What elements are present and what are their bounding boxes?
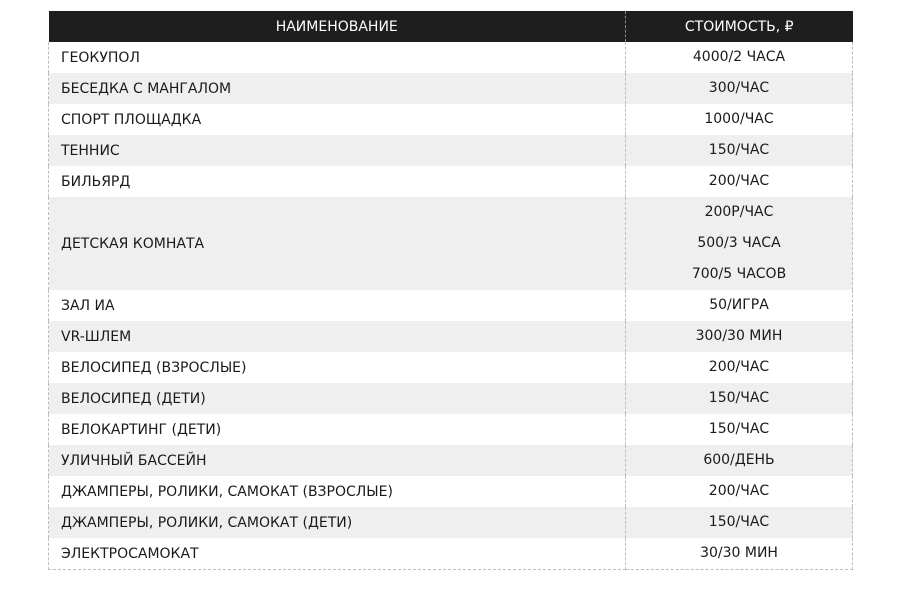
service-name: ДЖАМПЕРЫ, РОЛИКИ, САМОКАТ (ДЕТИ) [49, 507, 626, 538]
service-price [626, 321, 853, 352]
table-row [49, 321, 853, 352]
price-value: 300/30 МИН [695, 328, 783, 344]
table-row [49, 42, 853, 73]
service-price [626, 42, 853, 73]
service-price [626, 166, 853, 197]
table-row [49, 538, 853, 570]
service-price [626, 197, 853, 290]
table-row [49, 73, 853, 104]
table-row [49, 104, 853, 135]
service-name: ТЕННИС [49, 135, 626, 166]
price-value: 700/5 ЧАСОВ [691, 266, 787, 282]
table-row [49, 290, 853, 321]
table-row [49, 352, 853, 383]
service-price [626, 445, 853, 476]
service-name: СПОРТ ПЛОЩАДКА [49, 104, 626, 135]
table-header [49, 11, 853, 42]
price-value: 200Р/ЧАС [704, 204, 774, 220]
service-price [626, 383, 853, 414]
service-name: ДЕТСКАЯ КОМНАТА [49, 197, 626, 290]
service-price [626, 538, 853, 570]
header-name: НАИМЕНОВАНИЕ [49, 11, 626, 42]
table-row [49, 507, 853, 538]
service-name: ГЕОКУПОЛ [49, 42, 626, 73]
service-name: БИЛЬЯРД [49, 166, 626, 197]
service-name: ДЖАМПЕРЫ, РОЛИКИ, САМОКАТ (ВЗРОСЛЫЕ) [49, 476, 626, 507]
table-row [49, 383, 853, 414]
price-value: 30/30 МИН [700, 545, 778, 561]
service-name: БЕСЕДКА С МАНГАЛОМ [49, 73, 626, 104]
table-body [49, 42, 853, 570]
header-row [49, 11, 853, 42]
price-value: 300/ЧАС [708, 80, 770, 96]
price-value: 200/ЧАС [708, 483, 770, 499]
price-value: 50/ИГРА [709, 297, 769, 313]
service-name: ВЕЛОСИПЕД (ВЗРОСЛЫЕ) [49, 352, 626, 383]
service-price [626, 73, 853, 104]
table-row [49, 197, 853, 290]
price-table [48, 11, 853, 570]
service-price [626, 290, 853, 321]
table-row [49, 414, 853, 445]
price-value: 500/3 ЧАСА [697, 235, 781, 251]
header-price: СТОИМОСТЬ, ₽ [626, 11, 853, 42]
service-name: УЛИЧНЫЙ БАССЕЙН [49, 445, 626, 476]
service-name: ЭЛЕКТРОСАМОКАТ [49, 538, 626, 570]
table-row [49, 135, 853, 166]
service-price [626, 104, 853, 135]
table-row [49, 166, 853, 197]
price-value: 600/ДЕНЬ [703, 452, 775, 468]
table-row [49, 445, 853, 476]
price-value: 150/ЧАС [708, 390, 770, 406]
service-price [626, 476, 853, 507]
price-value: 4000/2 ЧАСА [692, 49, 786, 65]
price-value: 200/ЧАС [708, 173, 770, 189]
service-price [626, 414, 853, 445]
service-price [626, 352, 853, 383]
service-name: ВЕЛОСИПЕД (ДЕТИ) [49, 383, 626, 414]
service-price [626, 507, 853, 538]
price-value: 150/ЧАС [708, 142, 770, 158]
price-value: 150/ЧАС [708, 421, 770, 437]
price-value: 150/ЧАС [708, 514, 770, 530]
service-price [626, 135, 853, 166]
service-name: VR-ШЛЕМ [49, 321, 626, 352]
price-value: 200/ЧАС [708, 359, 770, 375]
service-name: ЗАЛ ИА [49, 290, 626, 321]
service-name: ВЕЛОКАРТИНГ (ДЕТИ) [49, 414, 626, 445]
price-value: 1000/ЧАС [704, 111, 774, 127]
table-row [49, 476, 853, 507]
